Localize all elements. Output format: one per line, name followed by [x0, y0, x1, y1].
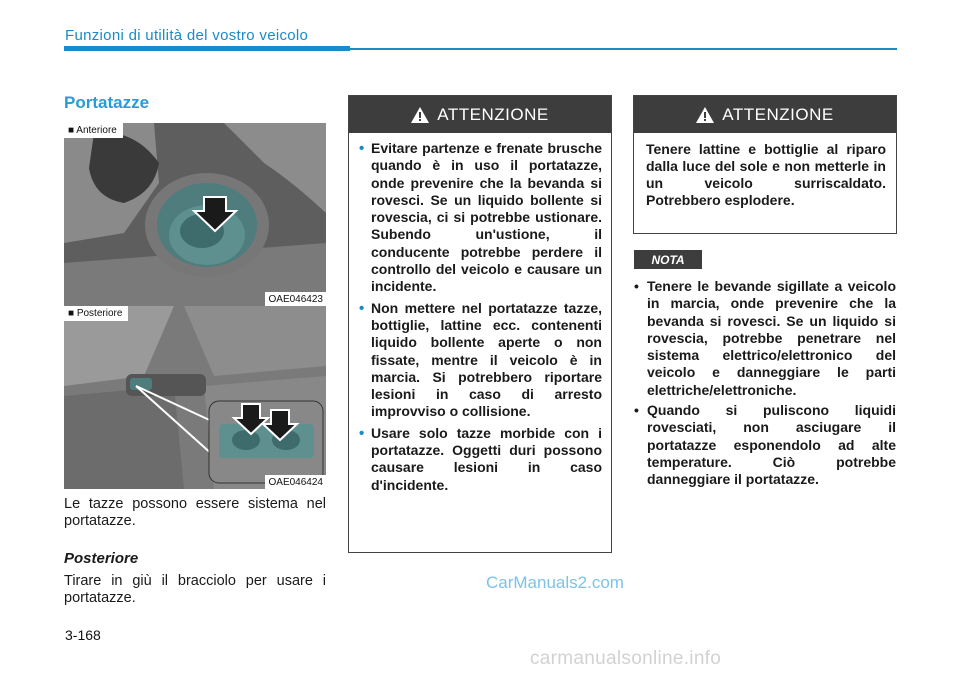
figure-label-rear: ■ Posteriore — [64, 306, 128, 321]
warning-triangle-icon — [696, 107, 714, 123]
footer-watermark: carmanualsonline.info — [530, 648, 722, 669]
warning-list-1 — [349, 133, 611, 508]
watermark-link[interactable]: CarManuals2.com — [486, 573, 624, 592]
warning-title-1: ATTENZIONE — [437, 104, 549, 124]
nota-item: • Quando si puliscono liquidi rovesciati, non asciugare il portatazze esponendolo ad alte temperature. Ciò potrebbe danneggiare il portatazze. — [634, 402, 896, 488]
nota-list — [634, 278, 896, 492]
warning-header-1 — [349, 96, 611, 133]
figure-rear-cupholder — [64, 306, 326, 489]
warning-item: • Non mettere nel portatazze tazze, bottiglie, lattine ecc. contenenti liquido bollente aperte o non fissate, mentre il veicolo è in marcia. Si potrebbero riportare lesioni in caso di arresto improvviso o collisione. — [359, 300, 602, 421]
nota-item: • Tenere le bevande sigillate a veicolo in marcia, onde prevenire che la bevanda si rovesci. Se un liquido si rovescia, potrebbe penetrare nel sistema elettrico/elettronico del veicolo e danneggiare le parti elettriche/elettroniche. — [634, 278, 896, 399]
rear-cupholder-illustration — [64, 306, 326, 489]
rear-paragraph: Tirare in giù il bracciolo per usare i portatazze. — [64, 573, 326, 606]
figure-code-rear: OAE046424 — [265, 475, 327, 489]
running-header: Funzioni di utilità del vostro veicolo — [65, 27, 309, 44]
warning-box-2 — [633, 95, 897, 234]
page-title: Portatazze — [64, 93, 150, 112]
warning-box-1 — [348, 95, 612, 553]
rear-subheading: Posteriore — [64, 550, 139, 567]
nota-badge: NOTA — [634, 250, 702, 269]
figure-code-front: OAE046423 — [265, 292, 327, 306]
warning-item: • Usare solo tazze morbide con i portatazze. Oggetti duri possono causare lesioni in caso d'incidente. — [359, 425, 602, 494]
warning-title-2: ATTENZIONE — [722, 104, 834, 124]
page-number: 3-168 — [65, 627, 101, 643]
warning-triangle-icon — [411, 107, 429, 123]
warning-header-2 — [634, 96, 896, 133]
front-cupholder-illustration — [64, 123, 326, 306]
header-rule-thin — [350, 48, 897, 50]
figure-front-cupholder — [64, 123, 326, 306]
figure-label-front: ■ Anteriore — [64, 123, 123, 138]
figure-label-rear-text: Posteriore — [76, 308, 123, 319]
warning-text-2: Tenere lattine e bottiglie al riparo dalla luce del sole e non metterle in un veicolo surriscaldato. Potrebbero esplodere. — [646, 141, 886, 208]
header-rule-thick — [64, 46, 350, 51]
intro-paragraph: Le tazze possono essere sistema nel portatazze. — [64, 496, 326, 529]
warning-item: • Evitare partenze e frenate brusche quando è in uso il portatazze, onde prevenire che la bevanda si rovesci. Se un liquido bollente si rovescia, ci si potrebbe ustionare. Subendo un'ustione, il conducente potrebbe perdere il controllo del veicolo e causare un incidente. — [359, 140, 602, 296]
figure-label-front-text: Anteriore — [76, 125, 117, 136]
